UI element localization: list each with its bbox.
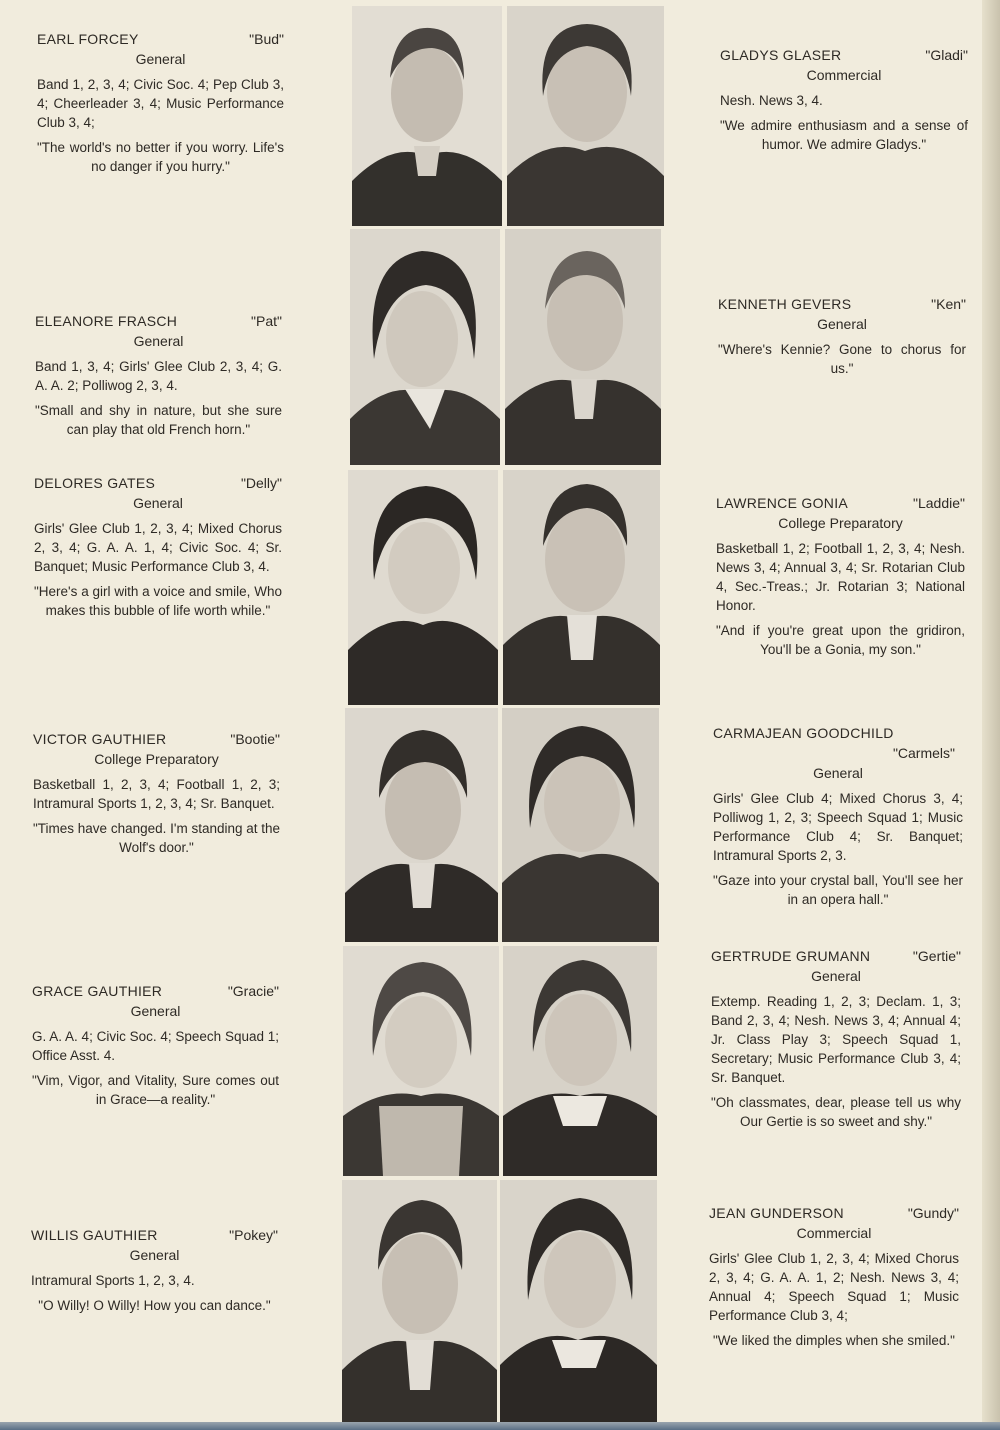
student-name: GRACE GAUTHIER xyxy=(32,983,163,999)
student-activities: Basketball 1, 2, 3, 4; Football 1, 2, 3; Intramural Sports 1, 2, 3, 4; Sr. Banquet. xyxy=(33,777,280,811)
student-nickname: "Ken" xyxy=(931,296,966,312)
entry-grace-gauthier xyxy=(32,982,279,1109)
student-nickname: "Gertie" xyxy=(912,948,961,964)
student-quote: "Vim, Vigor, and Vitality, Sure comes out in Grace—a reality." xyxy=(32,1073,279,1107)
student-nickname: "Pokey" xyxy=(229,1227,278,1243)
student-name: VICTOR GAUTHIER xyxy=(33,731,167,747)
portrait-photo xyxy=(505,229,661,465)
student-name: EARL FORCEY xyxy=(37,31,139,47)
student-quote: "Here's a girl with a voice and smile, Who makes this bubble of life worth while." xyxy=(34,584,282,618)
portrait-photo xyxy=(343,946,499,1176)
portrait-photo xyxy=(352,6,502,226)
student-quote: "We admire enthusiasm and a sense of humor. We admire Gladys." xyxy=(720,118,968,152)
portrait-photo xyxy=(342,1180,497,1422)
entry-delores-gates xyxy=(34,474,282,620)
student-name: ELEANORE FRASCH xyxy=(35,313,178,329)
student-course: General xyxy=(133,333,184,349)
page-bottom-edge xyxy=(0,1422,1000,1430)
entry-lawrence-gonia xyxy=(716,494,965,659)
student-course: Commercial xyxy=(806,67,882,83)
portrait-photo xyxy=(500,1180,657,1422)
student-quote: "We liked the dimples when she smiled." xyxy=(713,1333,955,1348)
student-quote: "Where's Kennie? Gone to chorus for us." xyxy=(718,342,966,376)
student-nickname: "Gundy" xyxy=(907,1205,959,1221)
portrait-photo xyxy=(503,470,660,705)
student-nickname: "Laddie" xyxy=(913,495,965,511)
student-nickname: "Delly" xyxy=(240,475,282,491)
portrait-photo xyxy=(348,470,498,705)
student-quote: "Oh classmates, dear, please tell us why Our Gertie is so sweet and shy." xyxy=(711,1095,961,1129)
student-nickname: "Bootie" xyxy=(230,731,280,747)
student-course: General xyxy=(817,316,867,332)
portrait-photo xyxy=(502,708,659,942)
entry-victor-gauthier xyxy=(33,730,280,857)
student-name: KENNETH GEVERS xyxy=(718,296,852,312)
student-name: JEAN GUNDERSON xyxy=(709,1205,844,1221)
student-nickname: "Gracie" xyxy=(227,983,279,999)
entry-earl-forcey xyxy=(37,30,284,176)
entry-jean-gunderson xyxy=(709,1204,959,1350)
entry-carmajean-goodchild xyxy=(713,724,963,909)
portrait-photo xyxy=(345,708,498,942)
entry-kenneth-gevers xyxy=(718,295,966,378)
student-activities: Extemp. Reading 1, 2, 3; Declam. 1, 3; Band 2, 3, 4; Nesh. News 3, 4; Annual 4; Jr. Class Play 3; Speech Squad 1, Secretary; Music Performance Club 3, 4; Sr. Banquet. xyxy=(711,994,961,1085)
student-activities: Girls' Glee Club 1, 2, 3, 4; Mixed Chorus 2, 3, 4; G. A. A. 1, 2; Nesh. News 3, 4; Annual 4; Speech Squad 1; Music Performance Club 3, 4; xyxy=(709,1251,959,1323)
portrait-photo xyxy=(503,946,657,1176)
portrait-photo xyxy=(507,6,664,226)
student-course: General xyxy=(133,495,183,511)
student-course: General xyxy=(813,765,863,781)
student-course: College Preparatory xyxy=(94,751,219,767)
student-name: WILLIS GAUTHIER xyxy=(31,1227,158,1243)
student-activities: Nesh. News 3, 4. xyxy=(720,93,823,108)
student-name: GERTRUDE GRUMANN xyxy=(711,948,871,964)
student-nickname: "Gladi" xyxy=(925,47,968,63)
entry-gladys-glaser xyxy=(720,46,968,154)
portrait-photo xyxy=(350,229,500,465)
page-edge xyxy=(982,0,1000,1430)
student-activities: Band 1, 3, 4; Girls' Glee Club 2, 3, 4; G. A. A. 2; Polliwog 2, 3, 4. xyxy=(35,359,282,393)
student-name: LAWRENCE GONIA xyxy=(716,495,849,511)
student-activities: G. A. A. 4; Civic Soc. 4; Speech Squad 1; Office Asst. 4. xyxy=(32,1029,279,1063)
student-course: General xyxy=(130,1003,181,1019)
student-nickname: "Bud" xyxy=(249,31,284,47)
student-course: College Preparatory xyxy=(778,515,903,531)
student-name: CARMAJEAN GOODCHILD xyxy=(713,725,894,741)
student-quote: "Gaze into your crystal ball, You'll see her in an opera hall." xyxy=(713,873,963,907)
student-activities: Girls' Glee Club 4; Mixed Chorus 3, 4; Polliwog 1, 2, 3; Speech Squad 1; Music Performance Club 4; Sr. Banquet; Intramural Sports 2, 3. xyxy=(713,791,963,863)
student-quote: "Small and shy in nature, but she sure can play that old French horn." xyxy=(35,403,282,437)
student-quote: "The world's no better if you worry. Life's no danger if you hurry." xyxy=(37,140,284,174)
student-name: GLADYS GLASER xyxy=(720,47,842,63)
student-course: General xyxy=(129,1247,180,1263)
entry-gertrude-grumann xyxy=(711,947,961,1131)
student-activities: Girls' Glee Club 1, 2, 3, 4; Mixed Chorus 2, 3, 4; G. A. A. 1, 4; Civic Soc. 4; Sr. Banquet; Music Performance Club 3, 4. xyxy=(34,521,282,574)
entry-eleanore-frasch xyxy=(35,312,282,439)
student-quote: "Times have changed. I'm standing at the Wolf's door." xyxy=(33,821,281,855)
student-name: DELORES GATES xyxy=(34,475,156,491)
student-activities: Band 1, 2, 3, 4; Civic Soc. 4; Pep Club 3, 4; Cheerleader 3, 4; Music Performance Club 3, 4; xyxy=(37,77,284,130)
student-activities: Intramural Sports 1, 2, 3, 4. xyxy=(31,1273,195,1288)
student-course: General xyxy=(811,968,861,984)
student-nickname: "Pat" xyxy=(251,313,282,329)
student-quote: "And if you're great upon the gridiron, You'll be a Gonia, my son." xyxy=(716,623,965,657)
student-course: Commercial xyxy=(796,1225,872,1241)
student-quote: "O Willy! O Willy! How you can dance." xyxy=(38,1298,271,1313)
student-nickname: "Carmels" xyxy=(892,745,955,761)
student-course: General xyxy=(135,51,186,67)
entry-willis-gauthier xyxy=(31,1226,278,1315)
student-activities: Basketball 1, 2; Football 1, 2, 3, 4; Nesh. News 3, 4; Annual 3, 4; Sr. Rotarian Club 4, Sec.-Treas.; Jr. Rotarian 3; National Honor. xyxy=(716,541,965,613)
